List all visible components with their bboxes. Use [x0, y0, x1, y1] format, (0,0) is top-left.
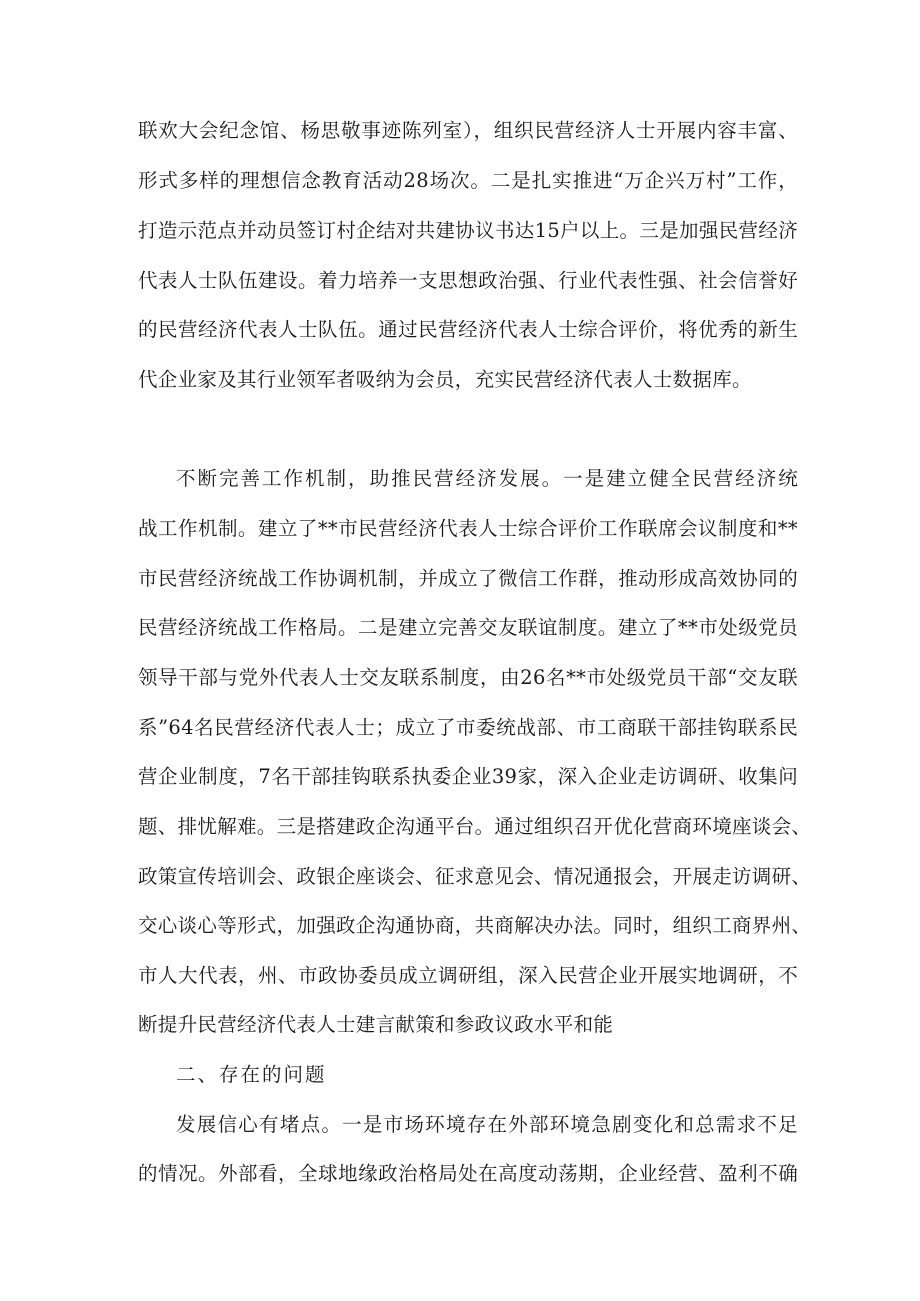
- text-line: 发展信心有堵点。一是市场环境存在外部环境急剧变化和总需求不足: [176, 1113, 798, 1136]
- text-line: 断提升民营经济代表人士建言献策和参政议政水平和能: [138, 1013, 614, 1036]
- text-line: 市民营经济统战工作协调机制，并成立了微信工作群，推动形成高效协同的: [138, 567, 798, 590]
- section-heading: 二、存在的问题: [176, 1063, 327, 1086]
- text-line: 市人大代表，州、市政协委员成立调研组，深入民营企业开展实地调研，不: [138, 964, 798, 987]
- text-line: 的情况。外部看，全球地缘政治格局处在高度动荡期，企业经营、盈利不确: [138, 1162, 798, 1185]
- text-line: 民营经济统战工作格局。二是建立完善交友联谊制度。建立了**市处级党员: [138, 616, 798, 639]
- text-line: 的民营经济代表人士队伍。通过民营经济代表人士综合评价，将优秀的新生: [138, 318, 798, 341]
- text-line: 形式多样的理想信念教育活动28场次。二是扎实推进“万企兴万村”工作，: [138, 169, 798, 192]
- text-line: 系”64名民营经济代表人士；成立了市委统战部、市工商联干部挂钩联系民: [138, 716, 798, 739]
- text-line: 联欢大会纪念馆、杨思敬事迹陈列室），组织民营经济人士开展内容丰富、: [138, 119, 798, 142]
- text-line: 不断完善工作机制，助推民营经济发展。一是建立健全民营经济统: [176, 467, 798, 490]
- text-line: 战工作机制。建立了**市民营经济代表人士综合评价工作联席会议制度和**: [138, 517, 798, 540]
- text-line: 代表人士队伍建设。着力培养一支思想政治强、行业代表性强、社会信誉好: [138, 269, 798, 292]
- text-line: 交心谈心等形式，加强政企沟通协商，共商解决办法。同时，组织工商界州、: [138, 914, 812, 937]
- text-line: 领导干部与党外代表人士交友联系制度，由26名**市处级党员干部“交友联: [138, 666, 798, 689]
- text-line: 打造示范点并动员签订村企结对共建协议书达15户以上。三是加强民营经济: [138, 219, 798, 242]
- text-line: 题、排忧解难。三是搭建政企沟通平台。通过组织召开优化营商环境座谈会、: [138, 815, 812, 838]
- text-line: 营企业制度，7名干部挂钩联系执委企业39家，深入企业走访调研、收集问: [138, 765, 798, 788]
- text-line: 政策宣传培训会、政银企座谈会、征求意见会、情况通报会，开展走访调研、: [138, 865, 812, 888]
- text-line: 代企业家及其行业领军者吸纳为会员，充实民营经济代表人士数据库。: [138, 368, 752, 391]
